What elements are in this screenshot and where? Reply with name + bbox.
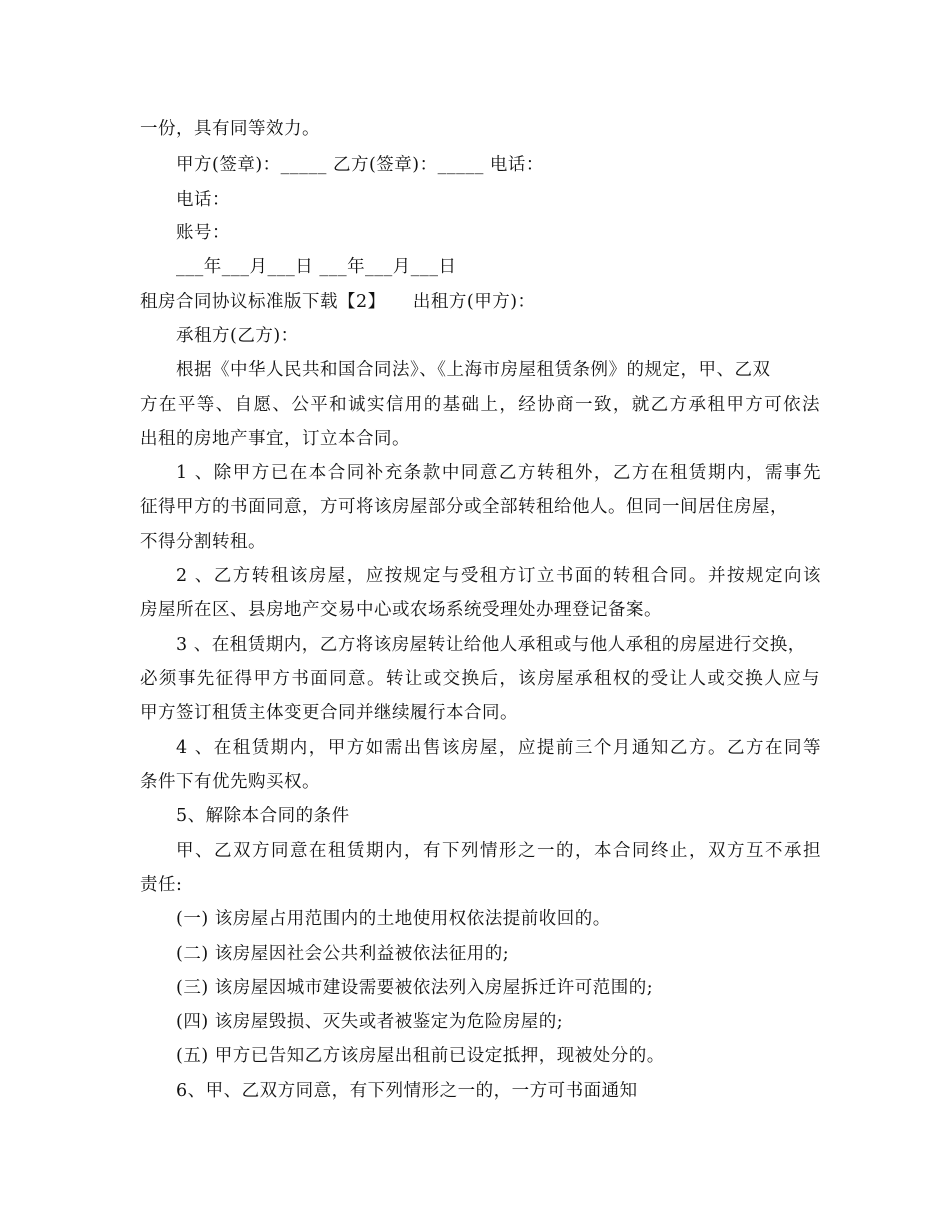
clause-5-heading: 5、解除本合同的条件 (176, 806, 350, 826)
clause-2-line: 2 、乙方转租该房屋，应按规定与受租方订立书面的转租合同。并按规定向该 (176, 566, 821, 586)
text-line: 一份，具有同等效力。 (140, 119, 320, 139)
clause-4-line: 4 、在租赁期内，甲方如需出售该房屋，应提前三个月通知乙方。乙方在同等 (176, 738, 821, 758)
list-item: (五) 甲方已告知乙方该房屋出租前已设定抵押，现被处分的。 (176, 1046, 665, 1066)
list-item: (四) 该房屋毁损、灭失或者被鉴定为危险房屋的; (176, 1012, 564, 1032)
clause-3-line: 必须事先征得甲方书面同意。转让或交换后，该房屋承租权的受让人或交换人应与 (140, 669, 820, 689)
signature-line: 甲方(签章)：_____ 乙方(签章)：_____ 电话： (176, 155, 544, 175)
section-title: 租房合同协议标准版下载【2】 出租方(甲方)： (140, 292, 536, 312)
clause-4-line: 条件下有优先购买权。 (140, 772, 320, 792)
list-item: (一) 该房屋占用范围内的土地使用权依法提前收回的。 (176, 909, 611, 929)
paragraph-line justify: 根据《中华人民共和国合同法》、《上海市房屋租赁条例》的规定，甲、乙双 (176, 360, 771, 380)
clause-5-line: 甲、乙双方同意在租赁期内，有下列情形之一的，本合同终止，双方互不承担 (176, 841, 821, 861)
clause-3-line: 3 、在租赁期内，乙方将该房屋转让给他人承租或与他人承租的房屋进行交换， (176, 635, 806, 655)
clause-1-line: 不得分割转租。 (140, 532, 266, 552)
clause-1-line: 征得甲方的书面同意，方可将该房屋部分或全部转租给他人。但同一间居住房屋， (140, 497, 788, 517)
date-line: ___年___月___日 ___年___月___日 (176, 257, 457, 277)
clause-5-line: 责任: (140, 875, 183, 895)
clause-2-line: 房屋所在区、县房地产交易中心或农场系统受理处办理登记备案。 (140, 600, 662, 620)
account-line: 账号： (176, 223, 230, 243)
phone-line: 电话： (176, 190, 230, 210)
paragraph-line: 方在平等、自愿、公平和诚实信用的基础上，经协商一致，就乙方承租甲方可依法 (140, 395, 820, 415)
lessee-line: 承租方(乙方)： (176, 326, 299, 346)
list-item: (三) 该房屋因城市建设需要被依法列入房屋拆迁许可范围的; (176, 978, 654, 998)
clause-6-line: 6、甲、乙双方同意，有下列情形之一的，一方可书面通知 (176, 1081, 638, 1101)
clause-3-line: 甲方签订租赁主体变更合同并继续履行本合同。 (140, 703, 518, 723)
paragraph-line: 出租的房地产事宜，订立本合同。 (140, 429, 410, 449)
list-item: (二) 该房屋因社会公共利益被依法征用的; (176, 944, 510, 964)
clause-1-line: 1 、除甲方已在本合同补充条款中同意乙方转租外，乙方在租赁期内，需事先 (176, 463, 821, 483)
